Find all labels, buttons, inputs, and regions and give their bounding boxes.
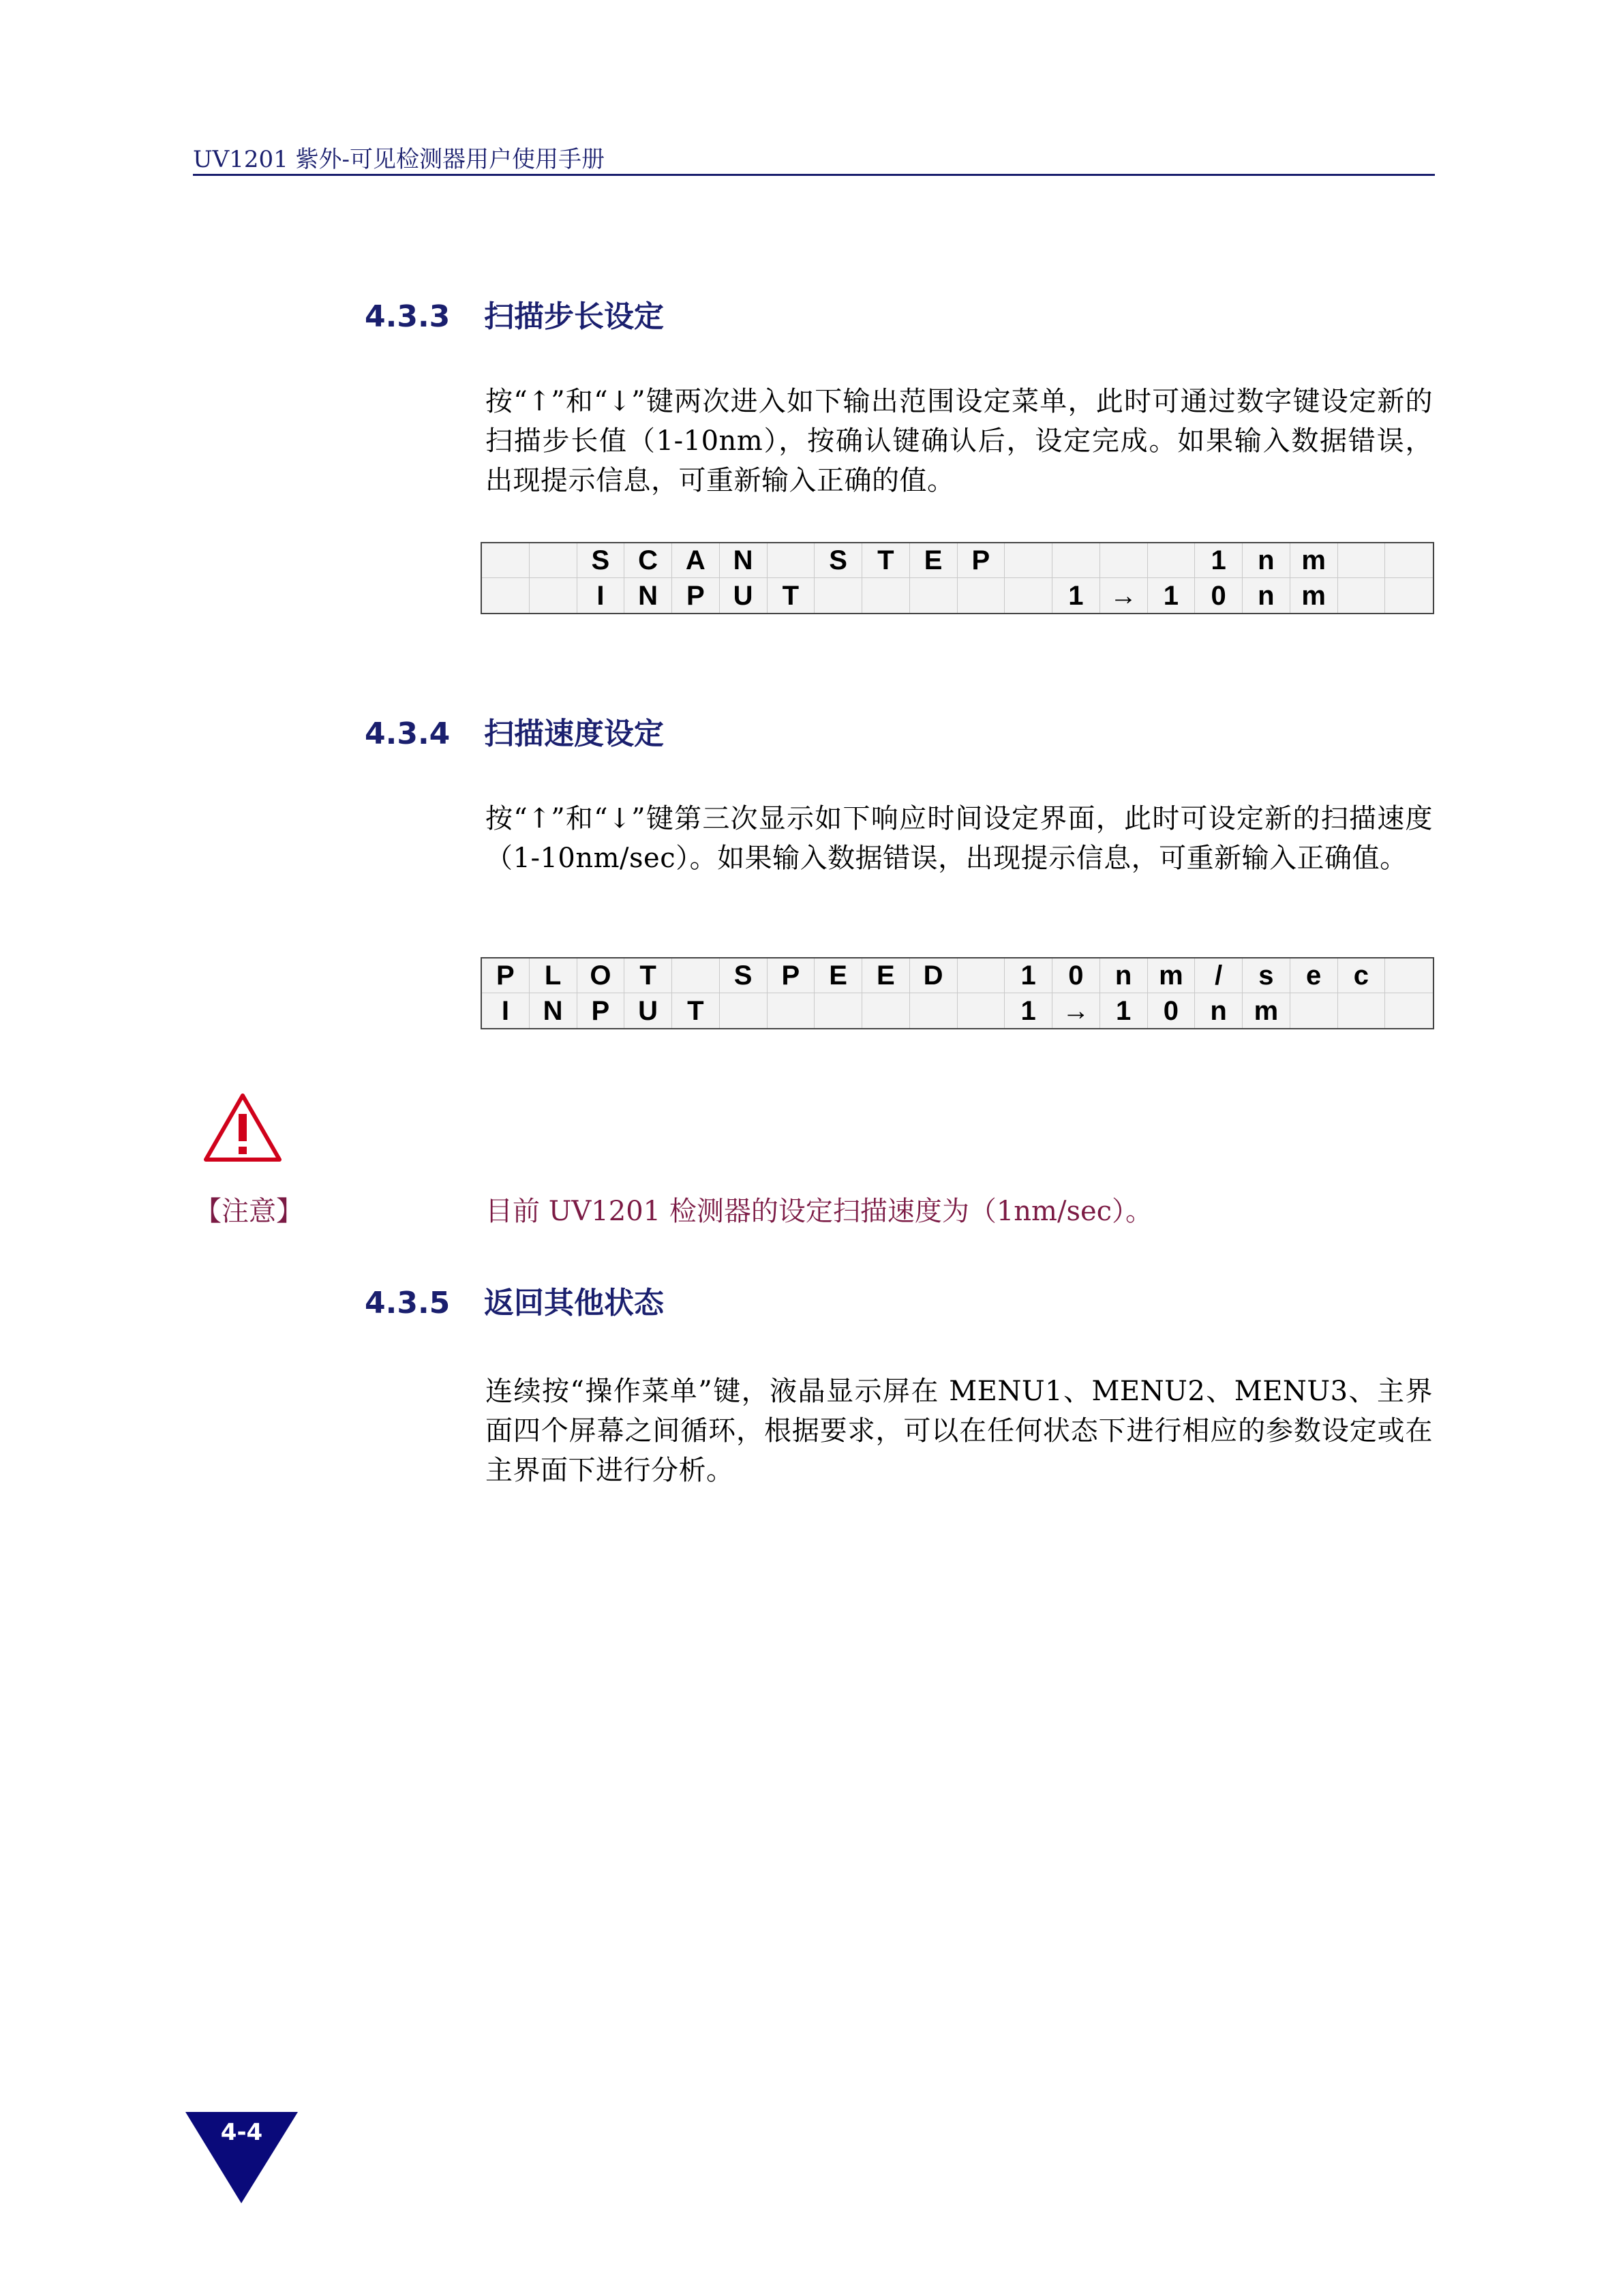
lcd-cell: S [720,958,768,993]
lcd-cell: A [672,543,720,578]
lcd-cell [910,993,958,1028]
lcd-cell: S [815,543,862,578]
lcd-cell: U [720,578,768,613]
lcd-cell [482,543,530,578]
lcd-cell [1290,993,1338,1028]
lcd-cell [672,958,720,993]
lcd-cell: T [672,993,720,1028]
note-label: 【注意】 [194,1196,303,1227]
section-paragraph-4-3-5: 连续按“操作菜单”键，液晶显示屏在 MENU1、MENU2、MENU3、主界面四个屏幕之间循环，根据要求，可以在任何状态下进行相应的参数设定或在主界面下进行分析。 [485,1376,1433,1486]
lcd-cell [1100,543,1148,578]
lcd-cell: C [624,543,672,578]
lcd-cell: S [577,543,625,578]
lcd-cell: P [577,993,625,1028]
lcd-cell: E [910,543,958,578]
lcd-cell: N [720,543,768,578]
section-paragraph-4-3-4: 按“↑”和“↓”键第三次显示如下响应时间设定界面，此时可设定新的扫描速度（1-10nm/sec）。如果输入数据错误，出现提示信息，可重新输入正确值。 [485,803,1433,874]
lcd-cell: P [958,543,1005,578]
header-rule [193,174,1435,176]
lcd-display-plot-speed [481,957,1434,1029]
lcd-cell: T [862,543,910,578]
section-heading-4-3-5 [365,1278,664,1322]
section-paragraph-4-3-3: 按“↑”和“↓”键两次进入如下输出范围设定菜单，此时可通过数字键设定新的扫描步长值（1-10nm），按确认键确认后，设定完成。如果输入数据错误，出现提示信息，可重新输入正确的值。 [485,386,1433,496]
lcd-cell [958,993,1005,1028]
lcd-cell: I [577,578,625,613]
lcd-cell: L [530,958,577,993]
lcd-cell: 1 [1100,993,1148,1028]
lcd-cell [815,578,862,613]
lcd-cell: N [624,578,672,613]
lcd-cell: m [1290,578,1338,613]
lcd-cell [1005,578,1052,613]
lcd-cell: → [1100,578,1148,613]
section-number: 4.3.3 [365,299,451,334]
lcd-cell: → [1052,993,1100,1028]
lcd-cell [1338,993,1386,1028]
lcd-cell [862,993,910,1028]
lcd-cell [530,578,577,613]
lcd-cell: P [768,958,815,993]
lcd-cell [1385,993,1433,1028]
lcd-cell [720,993,768,1028]
lcd-cell: E [815,958,862,993]
lcd-cell [1338,543,1386,578]
section-number: 4.3.4 [365,716,451,751]
section-title: 扫描速度设定 [484,716,664,751]
note-text: 目前 UV1201 检测器的设定扫描速度为（1nm/sec）。 [485,1196,1153,1227]
section-heading-4-3-3 [365,292,664,335]
lcd-cell: N [530,993,577,1028]
lcd-cell [910,578,958,613]
lcd-cell [768,993,815,1028]
lcd-cell: n [1195,993,1243,1028]
lcd-cell [1385,578,1433,613]
lcd-cell: n [1243,543,1290,578]
lcd-cell: O [577,958,625,993]
page-number: 4-4 [220,2119,263,2146]
section-title: 扫描步长设定 [484,299,664,334]
lcd-cell: T [624,958,672,993]
lcd-cell [862,578,910,613]
lcd-cell: 1 [1005,993,1052,1028]
lcd-cell: s [1243,958,1290,993]
lcd-cell: 0 [1052,958,1100,993]
lcd-cell [815,993,862,1028]
lcd-cell: 0 [1148,993,1196,1028]
lcd-cell: e [1290,958,1338,993]
section-heading-4-3-4 [365,709,664,753]
lcd-cell [1385,958,1433,993]
section-title: 返回其他状态 [484,1286,664,1320]
lcd-cell: 1 [1052,578,1100,613]
lcd-cell: 0 [1195,578,1243,613]
lcd-cell: P [672,578,720,613]
lcd-cell: I [482,993,530,1028]
lcd-cell [1338,578,1386,613]
lcd-cell [530,543,577,578]
lcd-cell: 1 [1005,958,1052,993]
lcd-display-scan-step [481,542,1434,614]
lcd-cell: c [1338,958,1386,993]
lcd-cell [1148,543,1196,578]
lcd-cell: m [1148,958,1196,993]
lcd-cell: P [482,958,530,993]
lcd-cell: D [910,958,958,993]
lcd-cell [1052,543,1100,578]
lcd-cell: m [1243,993,1290,1028]
lcd-cell: 1 [1148,578,1196,613]
lcd-cell [768,543,815,578]
lcd-cell: / [1195,958,1243,993]
lcd-cell [1385,543,1433,578]
header-title: UV1201 紫外-可见检测器用户使用手册 [193,146,605,173]
lcd-cell: E [862,958,910,993]
lcd-cell [958,578,1005,613]
lcd-cell: n [1243,578,1290,613]
lcd-cell [1005,543,1052,578]
lcd-cell: U [624,993,672,1028]
lcd-cell [482,578,530,613]
lcd-cell: 1 [1195,543,1243,578]
lcd-cell: n [1100,958,1148,993]
lcd-cell [958,958,1005,993]
warning-icon [202,1092,283,1163]
section-number: 4.3.5 [365,1286,451,1320]
lcd-cell: m [1290,543,1338,578]
lcd-cell: T [768,578,815,613]
